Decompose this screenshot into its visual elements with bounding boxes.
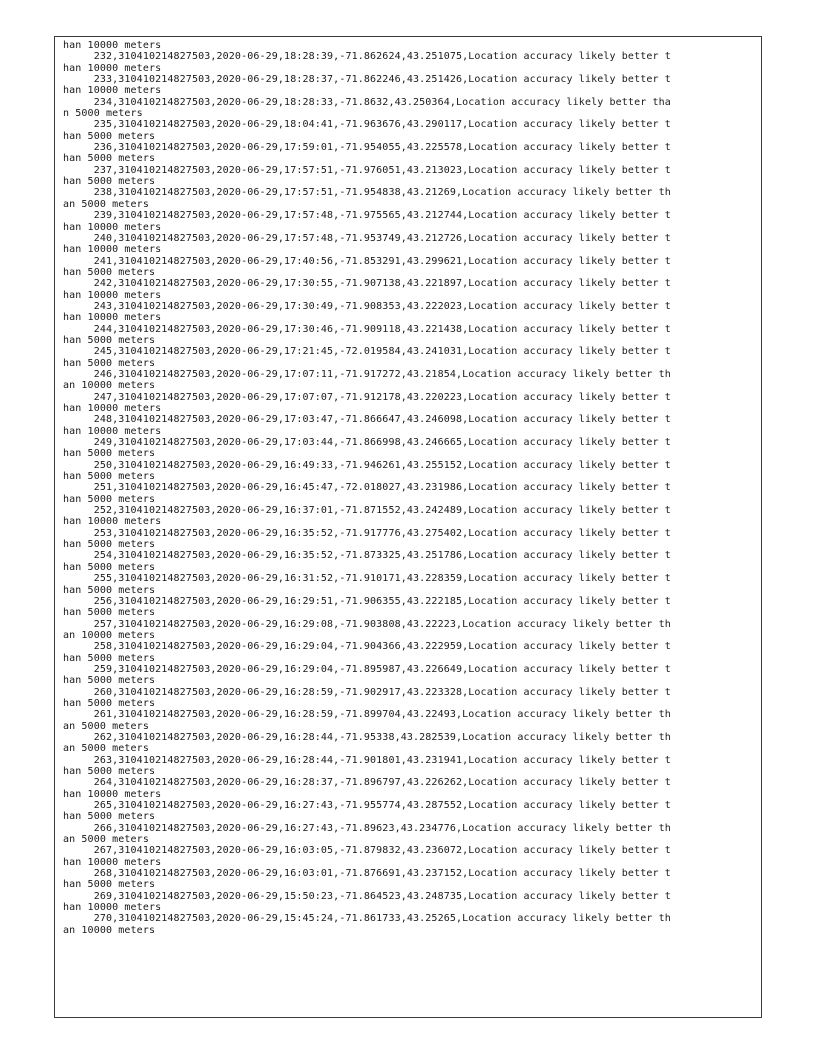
- log-line: han 5000 meters: [63, 153, 156, 165]
- log-line: 237,310410214827503,2020-06-29,17:57:51,-71.976051,43.213023,Location accuracy likely better t: [63, 164, 671, 176]
- log-line: han 5000 meters: [63, 675, 156, 687]
- log-line: 252,310410214827503,2020-06-29,16:37:01,-71.871552,43.242489,Location accuracy likely better t: [63, 505, 671, 517]
- log-line: han 10000 meters: [63, 221, 162, 233]
- log-line: 239,310410214827503,2020-06-29,17:57:48,-71.975565,43.212744,Location accuracy likely better t: [63, 210, 671, 222]
- log-line: 257,310410214827503,2020-06-29,16:29:08,-71.903808,43.22223,Location accuracy likely better th: [63, 618, 671, 630]
- log-line: an 10000 meters: [63, 380, 156, 392]
- log-line: han 10000 meters: [63, 403, 162, 414]
- log-line: 256,310410214827503,2020-06-29,16:29:51,-71.906355,43.222185,Location accuracy likely better t: [63, 595, 671, 607]
- log-line: han 5000 meters: [63, 539, 156, 551]
- log-line: 253,310410214827503,2020-06-29,16:35:52,-71.917776,43.275402,Location accuracy likely better t: [63, 527, 671, 539]
- log-line: 268,310410214827503,2020-06-29,16:03:01,-71.876691,43.237152,Location accuracy likely better t: [63, 868, 671, 880]
- log-line: han 10000 meters: [63, 856, 162, 868]
- log-line: an 5000 meters: [63, 743, 149, 755]
- log-line: an 5000 meters: [63, 720, 149, 732]
- log-line: an 5000 meters: [63, 198, 149, 210]
- log-line: han 10000 meters: [63, 788, 162, 800]
- log-line: han 5000 meters: [63, 561, 156, 573]
- log-line: 243,310410214827503,2020-06-29,17:30:49,-71.908353,43.222023,Location accuracy likely better t: [63, 300, 671, 312]
- log-line: han 5000 meters: [63, 697, 156, 709]
- log-line: an 10000 meters: [63, 629, 156, 641]
- log-line: han 10000 meters: [63, 902, 162, 914]
- log-line: 262,310410214827503,2020-06-29,16:28:44,-71.95338,43.282539,Location accuracy likely better th: [63, 731, 671, 743]
- log-line: 254,310410214827503,2020-06-29,16:35:52,-71.873325,43.251786,Location accuracy likely better t: [63, 550, 671, 562]
- log-line: han 10000 meters: [63, 62, 162, 74]
- log-line: han 10000 meters: [63, 85, 162, 97]
- log-line: han 5000 meters: [63, 584, 156, 596]
- log-line: han 5000 meters: [63, 879, 156, 891]
- log-line: han 5000 meters: [63, 334, 156, 346]
- log-line: 246,310410214827503,2020-06-29,17:07:11,-71.917272,43.21854,Location accuracy likely better th: [63, 368, 671, 380]
- log-line: han 5000 meters: [63, 652, 156, 664]
- log-line: han 5000 meters: [63, 266, 156, 278]
- log-line: han 5000 meters: [63, 493, 156, 505]
- log-line: 242,310410214827503,2020-06-29,17:30:55,-71.907138,43.221897,Location accuracy likely better t: [63, 278, 671, 290]
- log-line: han 5000 meters: [63, 811, 156, 823]
- log-line: han 10000 meters: [63, 289, 162, 301]
- log-line: 235,310410214827503,2020-06-29,18:04:41,-71.963676,43.290117,Location accuracy likely better t: [63, 119, 671, 131]
- log-line: 241,310410214827503,2020-06-29,17:40:56,-71.853291,43.299621,Location accuracy likely better t: [63, 255, 671, 267]
- log-line: 263,310410214827503,2020-06-29,16:28:44,-71.901801,43.231941,Location accuracy likely better t: [63, 754, 671, 766]
- log-line: 267,310410214827503,2020-06-29,16:03:05,-71.879832,43.236072,Location accuracy likely better t: [63, 845, 671, 857]
- log-line: 250,310410214827503,2020-06-29,16:49:33,-71.946261,43.255152,Location accuracy likely better t: [63, 459, 671, 471]
- log-line: 238,310410214827503,2020-06-29,17:57:51,-71.954838,43.21269,Location accuracy likely better th: [63, 187, 671, 199]
- log-line: 258,310410214827503,2020-06-29,16:29:04,-71.904366,43.222959,Location accuracy likely better t: [63, 641, 671, 653]
- log-line: han 10000 meters: [63, 244, 162, 256]
- log-line: han 10000 meters: [63, 516, 162, 528]
- log-line: 247,310410214827503,2020-06-29,17:07:07,-71.912178,43.220223,Location accuracy likely better t: [63, 391, 671, 403]
- log-line: han 10000 meters: [63, 425, 162, 437]
- log-line: 234,310410214827503,2020-06-29,18:28:33,-71.8632,43.250364,Location accuracy likely better tha: [63, 96, 671, 108]
- log-line: han 5000 meters: [63, 448, 156, 460]
- log-line: han 5000 meters: [63, 357, 156, 369]
- log-line: 260,310410214827503,2020-06-29,16:28:59,-71.902917,43.223328,Location accuracy likely better t: [63, 686, 671, 698]
- log-text-block: [63, 40, 761, 936]
- log-line: han 10000 meters: [63, 312, 162, 324]
- log-line: han 10000 meters: [63, 40, 162, 51]
- log-line: 269,310410214827503,2020-06-29,15:50:23,-71.864523,43.248735,Location accuracy likely better t: [63, 890, 671, 902]
- log-line: 270,310410214827503,2020-06-29,15:45:24,-71.861733,43.25265,Location accuracy likely better th: [63, 913, 671, 925]
- log-line: 264,310410214827503,2020-06-29,16:28:37,-71.896797,43.226262,Location accuracy likely better t: [63, 777, 671, 789]
- log-line: han 5000 meters: [63, 130, 156, 142]
- log-line: han 5000 meters: [63, 607, 156, 619]
- log-line: 259,310410214827503,2020-06-29,16:29:04,-71.895987,43.226649,Location accuracy likely better t: [63, 663, 671, 675]
- log-line: an 5000 meters: [63, 834, 149, 846]
- log-line: 236,310410214827503,2020-06-29,17:59:01,-71.954055,43.225578,Location accuracy likely better t: [63, 142, 671, 154]
- log-line: an 10000 meters: [63, 924, 156, 936]
- log-line: han 5000 meters: [63, 176, 156, 188]
- log-line: 266,310410214827503,2020-06-29,16:27:43,-71.89623,43.234776,Location accuracy likely better th: [63, 822, 671, 834]
- log-line: 248,310410214827503,2020-06-29,17:03:47,-71.866647,43.246098,Location accuracy likely better t: [63, 414, 671, 426]
- log-line: 245,310410214827503,2020-06-29,17:21:45,-72.019584,43.241031,Location accuracy likely better t: [63, 346, 671, 358]
- log-line: han 5000 meters: [63, 766, 156, 777]
- log-line: 240,310410214827503,2020-06-29,17:57:48,-71.953749,43.212726,Location accuracy likely better t: [63, 232, 671, 244]
- log-line: n 5000 meters: [63, 108, 143, 120]
- log-line: 261,310410214827503,2020-06-29,16:28:59,-71.899704,43.22493,Location accuracy likely better th: [63, 709, 671, 721]
- log-line: 251,310410214827503,2020-06-29,16:45:47,-72.018027,43.231986,Location accuracy likely better t: [63, 482, 671, 494]
- document-frame: [54, 36, 762, 1018]
- log-line: 265,310410214827503,2020-06-29,16:27:43,-71.955774,43.287552,Location accuracy likely better t: [63, 800, 671, 812]
- log-line: 249,310410214827503,2020-06-29,17:03:44,-71.866998,43.246665,Location accuracy likely better t: [63, 437, 671, 449]
- log-line: han 5000 meters: [63, 471, 156, 483]
- log-line: 244,310410214827503,2020-06-29,17:30:46,-71.909118,43.221438,Location accuracy likely better t: [63, 323, 671, 335]
- log-line: 255,310410214827503,2020-06-29,16:31:52,-71.910171,43.228359,Location accuracy likely better t: [63, 573, 671, 585]
- log-line: 233,310410214827503,2020-06-29,18:28:37,-71.862246,43.251426,Location accuracy likely better t: [63, 74, 671, 86]
- log-line: 232,310410214827503,2020-06-29,18:28:39,-71.862624,43.251075,Location accuracy likely better t: [63, 51, 671, 63]
